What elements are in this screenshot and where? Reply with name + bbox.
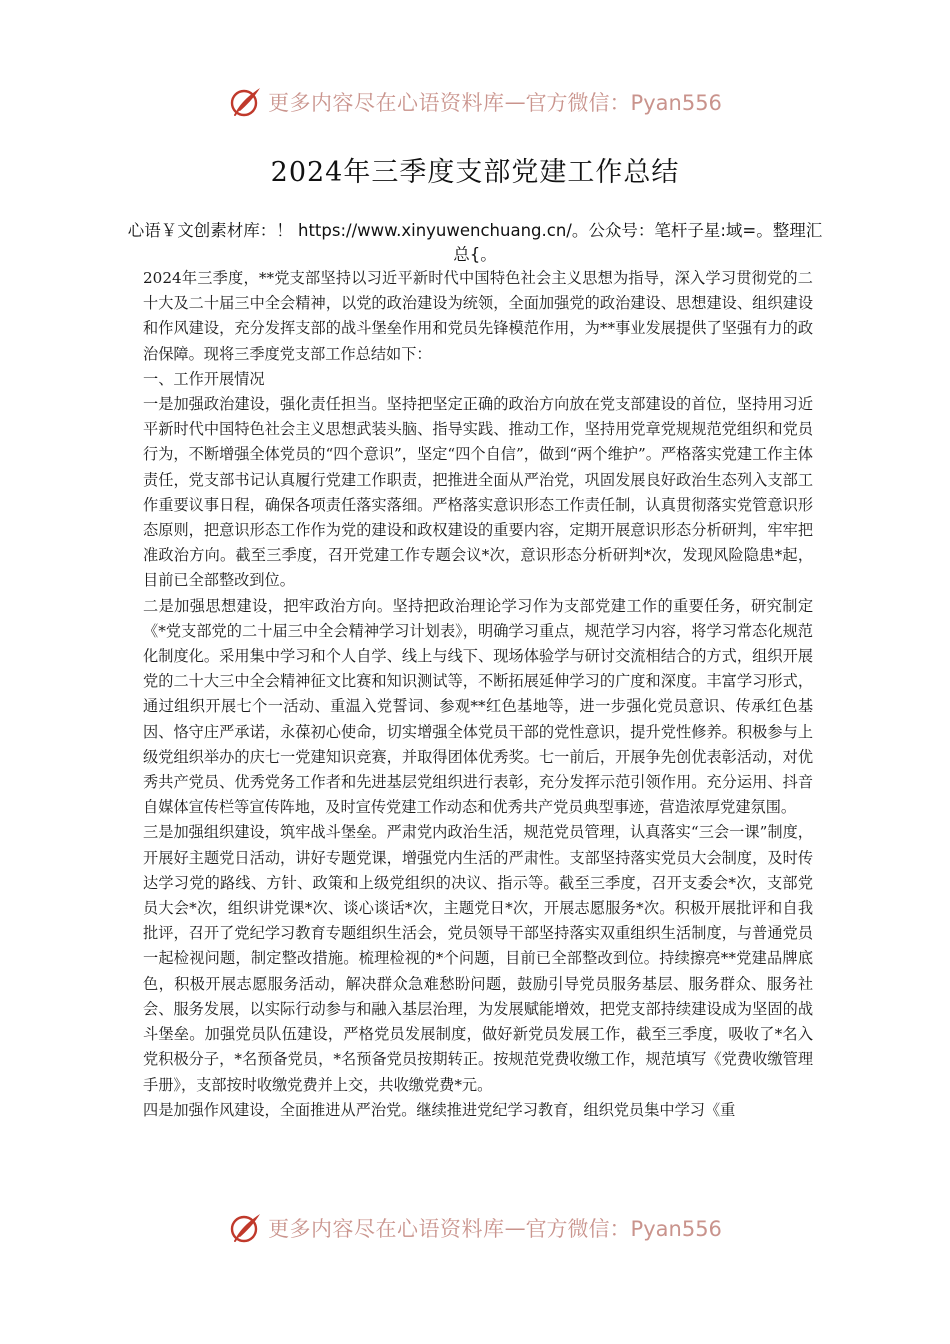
- body-paragraph: 一是加强政治建设，强化责任担当。坚持把坚定正确的政治方向放在党支部建设的首位，坚持用习近平新时代中国特色社会主义思想武装头脑、指导实践、推动工作，坚持用党章党规规范党组织和党员行为，不断增强全体党员的“四个意识”，坚定“四个自信”，做到“两个维护”。严格落实党建工作主体责任，党支部书记认真履行党建工作职责，把推进全面从严治党，巩固发展良好政治生态列入支部工作重要议事日程，确保各项责任落实落细。严格落实意识形态工作责任制，认真贯彻落实党管意识形态原则，把意识形态工作作为党的建设和政权建设的重要内容，定期开展意识形态分析研判，牢牢把准政治方向。截至三季度，召开党建工作专题会议*次，意识形态分析研判*次，发现风险隐患*起，目前已全部整改到位。: [143, 395, 813, 590]
- document-body: [143, 266, 813, 1123]
- header-banner-separator: —: [504, 90, 526, 114]
- header-banner-account: 官方微信：Pyan556: [525, 91, 722, 115]
- footer-banner-separator: —: [504, 1216, 526, 1240]
- intro-paragraph: 2024年三季度，**党支部坚持以习近平新时代中国特色社会主义思想为指导，深入学习贯彻党的二十大及二十届三中全会精神，以党的政治建设为统领，全面加强党的政治建设、思想建设、组织建设和作风建设，充分发挥支部的战斗堡垒作用和党员先锋模范作用，为**事业发展提供了坚强有力的政治保障。现将三季度党支部工作总结如下：: [143, 269, 813, 363]
- quill-logo-icon: [228, 1210, 264, 1246]
- body-paragraph: 四是加强作风建设，全面推进从严治党。继续推进党纪学习教育，组织党员集中学习《重: [143, 1100, 736, 1119]
- body-paragraph: 二是加强思想建设，把牢政治方向。坚持把政治理论学习作为支部党建工作的重要任务，研究制定《*党支部党的二十届三中全会精神学习计划表》，明确学习重点，规范学习内容，将学习常态化规范化制度化。采用集中学习和个人自学、线上与线下、现场体验学与研讨交流相结合的方式，组织开展党的二十大三中全会精神征文比赛和知识测试等，不断拓展延伸学习的广度和深度。丰富学习形式，通过组织开展七个一活动、重温入党誓词、参观**红色基地等，进一步强化党员意识、传承红色基因、恪守庄严承诺，永葆初心使命，切实增强全体党员干部的党性意识，提升党性修养。积极参与上级党组织举办的庆七一党建知识竞赛，并取得团体优秀奖。七一前后，开展争先创优表彰活动，对优秀共产党员、优秀党务工作者和先进基层党组织进行表彰，充分发挥示范引领作用。充分运用、抖音自媒体宣传栏等宣传阵地，及时宣传党建工作动态和优秀共产党员典型事迹，营造浓厚党建氛围。: [143, 596, 813, 817]
- footer-banner: [0, 1208, 950, 1248]
- footer-banner-text: 更多内容尽在心语资料库: [268, 1217, 505, 1241]
- quill-logo-icon: [228, 84, 264, 120]
- document-title: 2024年三季度支部党建工作总结: [270, 157, 680, 188]
- header-banner: [0, 82, 950, 122]
- header-banner-text: 更多内容尽在心语资料库: [268, 91, 505, 115]
- source-line: 心语￥文创素材库：！ https://www.xinyuwenchuang.cn/。公众号：笔杆子星:域=。整理汇总{。: [127, 221, 823, 264]
- footer-banner-account: 官方微信：Pyan556: [525, 1217, 722, 1241]
- section-heading: 一、工作开展情况: [143, 369, 265, 388]
- body-paragraph: 三是加强组织建设，筑牢战斗堡垒。严肃党内政治生活，规范党员管理，认真落实“三会一课”制度，开展好主题党日活动，讲好专题党课，增强党内生活的严肃性。支部坚持落实党员大会制度，及时传达学习党的路线、方针、政策和上级党组织的决议、指示等。截至三季度，召开支委会*次，支部党员大会*次，组织讲党课*次、谈心谈话*次，主题党日*次，开展志愿服务*次。积极开展批评和自我批评，召开了党纪学习教育专题组织生活会，党员领导干部坚持落实双重组织生活制度，与普通党员一起检视问题，制定整改措施。梳理检视的*个问题，目前已全部整改到位。持续擦亮**党建品牌底色，积极开展志愿服务活动，解决群众急难愁盼问题，鼓励引导党员服务基层、服务群众、服务社会、服务发展，以实际行动参与和融入基层治理，为发展赋能增效，把党支部持续建设成为坚固的战斗堡垒。加强党员队伍建设，严格党员发展制度，做好新党员发展工作，截至三季度，吸收了*名入党积极分子，*名预备党员，*名预备党员按期转正。按规范党费收缴工作，规范填写《党费收缴管理手册》，支部按时收缴党费并上交，共收缴党费*元。: [143, 823, 813, 1094]
